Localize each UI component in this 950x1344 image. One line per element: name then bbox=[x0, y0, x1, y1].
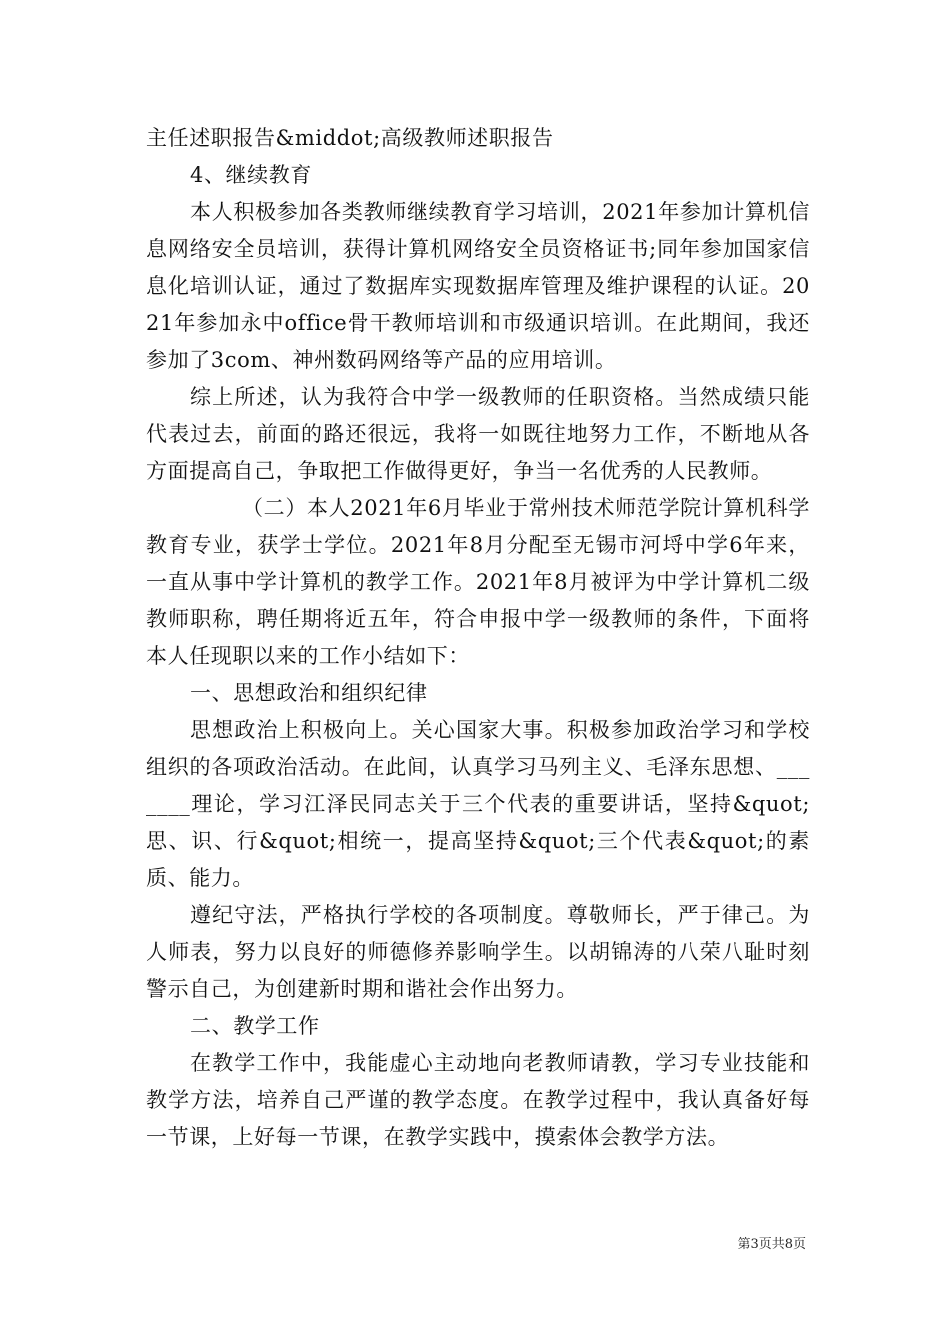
document-body bbox=[146, 120, 810, 1156]
paragraph-training: 本人积极参加各类教师继续教育学习培训，2021年参加计算机信息网络安全员培训，获得计算机网络安全员资格证书;同年参加国家信息化培训认证，通过了数据库实现数据库管理及维护课程的认证。2021年参加永中office骨干教师培训和市级通识培训。在此期间，我还参加了3com、神州数码网络等产品的应用培训。 bbox=[146, 200, 810, 372]
paragraph-summary: 综上所述，认为我符合中学一级教师的任职资格。当然成绩只能代表过去，前面的路还很远，我将一如既往地努力工作，不断地从各方面提高自己，争取把工作做得更好，争当一名优秀的人民教师。 bbox=[146, 385, 810, 483]
heading-teaching-work: 二、教学工作 bbox=[190, 1014, 320, 1038]
paragraph-discipline: 遵纪守法，严格执行学校的各项制度。尊敬师长，严于律己。为人师表，努力以良好的师德修养影响学生。以胡锦涛的八荣八耻时刻警示自己，为创建新时期和谐社会作出努力。 bbox=[146, 903, 810, 1001]
paragraph-teaching: 在教学工作中，我能虚心主动地向老教师请教，学习专业技能和教学方法，培养自己严谨的教学态度。在教学过程中，我认真备好每一节课，上好每一节课，在教学实践中，摸索体会教学方法。 bbox=[146, 1051, 810, 1149]
heading-continuing-education: 4、继续教育 bbox=[190, 163, 312, 187]
paragraph-politics: 思想政治上积极向上。关心国家大事。积极参加政治学习和学校组织的各项政治活动。在此间，认真学习马列主义、毛泽东思想、_______理论，学习江泽民同志关于三个代表的重要讲话，坚持&quot;思、识、行&quot;相统一，提高坚持&quot;三个代表&quot;的素质、能力。 bbox=[146, 718, 810, 890]
paragraph-title-continuation: 主任述职报告&middot;高级教师述职报告 bbox=[146, 126, 554, 150]
heading-politics-discipline: 一、思想政治和组织纪律 bbox=[190, 681, 428, 705]
paragraph-section-two-intro: （二）本人2021年6月毕业于常州技术师范学院计算机科学教育专业，获学士学位。2021年8月分配至无锡市河埒中学6年来，一直从事中学计算机的教学工作。2021年8月被评为中学计算机二级教师职称，聘任期将近五年，符合申报中学一级教师的条件，下面将本人任现职以来的工作小结如下： bbox=[146, 496, 810, 668]
page-number-footer: 第3页共8页 bbox=[737, 1237, 806, 1252]
